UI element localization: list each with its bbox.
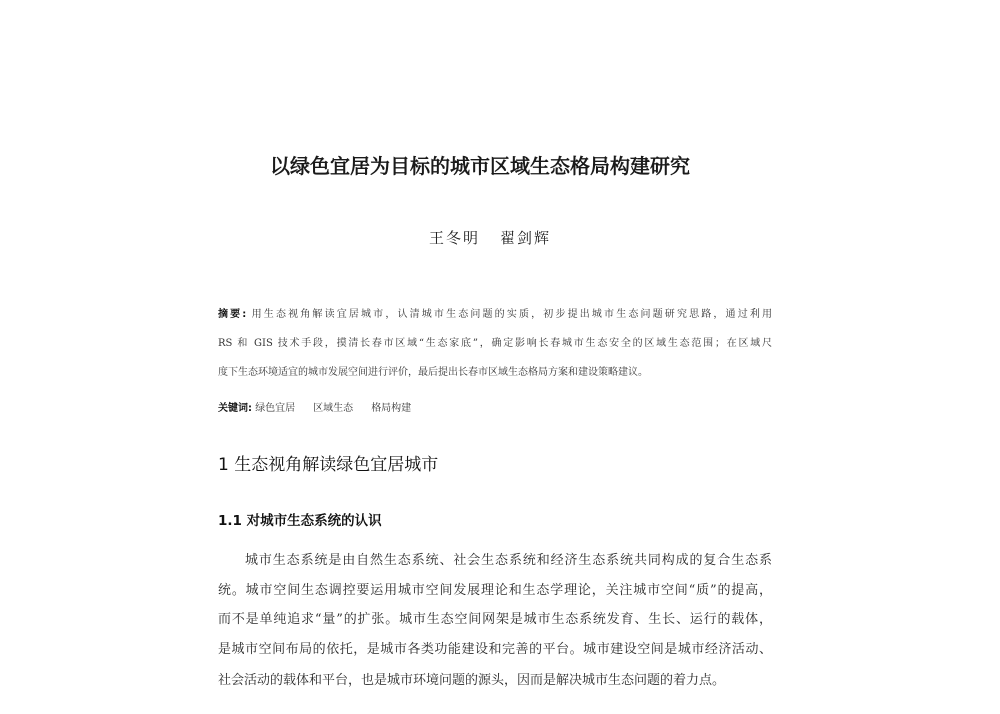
- abstract-label: 摘要:: [218, 309, 247, 320]
- subsection-heading: 1.1 对城市生态系统的认识: [218, 513, 382, 529]
- paper-title: 以绿色宜居为目标的城市区域生态格局构建研究: [270, 154, 690, 178]
- abstract-text: 用生态视角解读宜居城市，认清城市生态问题的实质，初步提出城市生态问题研究思路，通过利用: [251, 309, 773, 320]
- keyword: 区域生态: [313, 403, 354, 414]
- body-line: 城市生态系统是由自然生态系统、社会生态系统和经济生态系统共同构成的复合生态系: [245, 553, 772, 568]
- body-line: 是城市空间布局的依托，是城市各类功能建设和完善的平台。城市建设空间是城市经济活动、: [218, 642, 772, 657]
- keywords: [218, 399, 411, 414]
- author-name: 翟剑辉: [500, 229, 552, 247]
- keyword: 格局构建: [371, 403, 412, 414]
- body-line: 统。城市空间生态调控要运用城市空间发展理论和生态学理论，关注城市空间“质”的提高，: [218, 583, 772, 598]
- authors: [0, 227, 980, 248]
- abstract-line: [218, 305, 772, 320]
- body-line: 而不是单纯追求“量”的扩张。城市生态空间网架是城市生态系统发育、生长、运行的载体，: [218, 612, 772, 627]
- body-line: 社会活动的载体和平台，也是城市环境问题的源头，因而是解决城市生态问题的着力点。: [218, 673, 726, 688]
- keywords-label: 关键词:: [218, 403, 252, 414]
- abstract-line: 度下生态环境适宜的城市发展空间进行评价，最后提出长春市区域生态格局方案和建设策略建议。: [218, 367, 648, 378]
- author-name: 王冬明: [428, 229, 480, 247]
- abstract-line: RS 和 GIS 技术手段，摸清长春市区域“生态家底”，确定影响长春城市生态安全的区域生态范围；在区域尺: [218, 338, 772, 349]
- keyword: 绿色宜居: [255, 403, 296, 414]
- section-heading: 1 生态视角解读绿色宜居城市: [218, 455, 439, 475]
